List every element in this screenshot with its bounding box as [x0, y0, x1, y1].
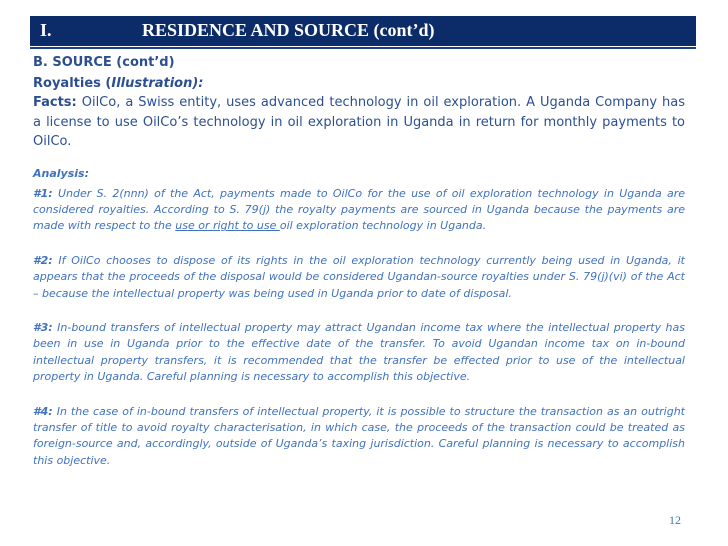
point-2-text: If OilCo chooses to dispose of its rights in the oil exploration technology currently being used in Uganda, it appears that the proceeds of the disposal would be considered Ugandan-source royalties under S. 79(j)(vi) of the Act – because the intellectual property was being used in Uganda prior to date of disposal. — [33, 253, 685, 300]
slide-title-bar — [30, 16, 696, 46]
facts-paragraph — [33, 93, 685, 152]
point-4-label: #4: — [33, 404, 53, 418]
slide-title: RESIDENCE AND SOURCE (cont’d) — [142, 20, 435, 40]
analysis-point-3 — [33, 320, 685, 386]
point-3-label: #3: — [33, 320, 53, 334]
royalties-paren: ( — [105, 76, 112, 91]
royalties-label: Royalties — [33, 76, 106, 91]
royalties-heading — [33, 74, 685, 93]
analysis-point-2 — [33, 253, 685, 302]
royalties-illustration: Illustration): — [111, 76, 204, 91]
analysis-point-1 — [33, 186, 685, 235]
point-2-label: #2: — [33, 253, 53, 267]
point-1-text-before: Under S. 2(nnn) of the Act, payments made to OilCo for the use of oil exploration technology in Uganda are considered royalties. According to S. 79(j) the royalty payments are sourced in Uganda because the payments are made with respect to the — [33, 186, 685, 233]
analysis-heading: Analysis: — [33, 166, 89, 180]
page-number: 12 — [669, 513, 681, 527]
point-4-text: In the case of in-bound transfers of intellectual property, it is possible to structure the transaction as an outright transfer of title to avoid royalty characterisation, in which case, the proceeds of the transaction could be treated as foreign-source and, accordingly, outside of Uganda’s taxing jurisdiction. Careful planning is necessary to accomplish this objective. — [33, 404, 685, 467]
section-number: I. — [40, 20, 52, 40]
point-3-text: In-bound transfers of intellectual property may attract Ugandan income tax where the intellectual property has been in use in Uganda prior to the effective date of the transfer. To avoid Ugandan income tax on in-bound intellectual property transfers, it is recommended that the transfer be effected prior to use of the intellectual property in Uganda. Careful planning is necessary to accomplish this objective. — [33, 320, 685, 384]
slide-content — [33, 53, 685, 469]
point-1-label: #1: — [33, 186, 53, 200]
point-1-underlined: use or right to use — [175, 219, 280, 233]
section-heading: B. SOURCE (cont’d) — [33, 55, 175, 70]
analysis-point-4 — [33, 404, 685, 470]
facts-label: Facts: — [33, 95, 77, 110]
facts-text: OilCo, a Swiss entity, uses advanced technology in oil exploration. A Uganda Company has a license to use OilCo’s technology in oil exploration in Uganda in return for monthly payments to OilCo. — [33, 95, 685, 149]
title-underline — [30, 47, 696, 49]
point-1-text-after: oil exploration technology in Uganda. — [279, 219, 487, 233]
